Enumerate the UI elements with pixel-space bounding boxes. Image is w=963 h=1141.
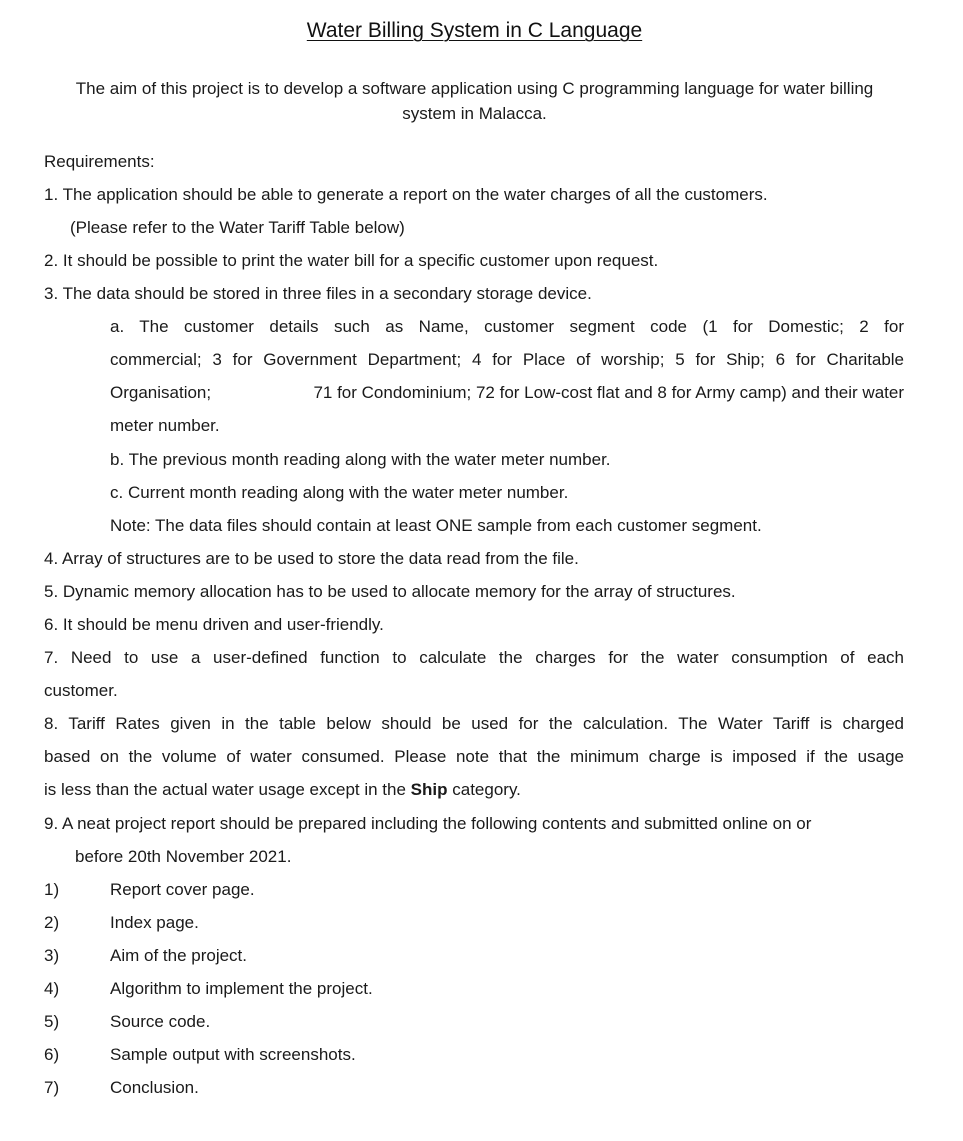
requirement-1-note: (Please refer to the Water Tariff Table below) bbox=[70, 218, 405, 237]
requirement-7-line-2: customer. bbox=[44, 681, 118, 700]
requirement-3a-line-1: a. The customer details such as Name, customer segment code (1 for Domestic; 2 for bbox=[110, 317, 904, 336]
contents-number: 7) bbox=[44, 1078, 60, 1097]
contents-item: Conclusion. bbox=[110, 1078, 199, 1097]
requirement-3: 3. The data should be stored in three files in a secondary storage device. bbox=[44, 284, 592, 303]
contents-number: 2) bbox=[44, 913, 60, 932]
requirement-2: 2. It should be possible to print the water bill for a specific customer upon request. bbox=[44, 251, 659, 270]
contents-number: 3) bbox=[44, 946, 60, 965]
requirement-9-line-2: before 20th November 2021. bbox=[75, 847, 292, 866]
requirement-8-line-3: is less than the actual water usage except in the Ship category. bbox=[44, 780, 521, 799]
requirement-3-note: Note: The data files should contain at least ONE sample from each customer segment. bbox=[110, 516, 762, 535]
requirement-4: 4. Array of structures are to be used to store the data read from the file. bbox=[44, 549, 579, 568]
contents-number: 4) bbox=[44, 979, 60, 998]
contents-number: 5) bbox=[44, 1012, 60, 1031]
requirement-3a-line-3 bbox=[110, 383, 904, 403]
requirement-1: 1. The application should be able to generate a report on the water charges of all the customers. bbox=[44, 185, 768, 204]
requirement-3b: b. The previous month reading along with the water meter number. bbox=[110, 450, 611, 469]
document-title: Water Billing System in C Language bbox=[306, 19, 643, 42]
requirement-3a-line-2: commercial; 3 for Government Department; 4 for Place of worship; 5 for Ship; 6 for Charitable bbox=[110, 350, 904, 369]
contents-number: 1) bbox=[44, 880, 60, 899]
contents-item: Index page. bbox=[110, 913, 199, 932]
requirement-6: 6. It should be menu driven and user-friendly. bbox=[44, 615, 384, 634]
requirement-3a-line-3-right: 71 for Condominium; 72 for Low-cost flat and 8 for Army camp) and their water bbox=[313, 383, 904, 402]
aim-paragraph: The aim of this project is to develop a software application using C programming language for water billing system in Malacca. bbox=[75, 79, 874, 123]
contents-item: Source code. bbox=[110, 1012, 211, 1031]
requirement-8-line-1: 8. Tariff Rates given in the table below should be used for the calculation. The Water Tariff is charged bbox=[44, 714, 904, 733]
requirement-8-line-2: based on the volume of water consumed. Please note that the minimum charge is imposed if the usage bbox=[44, 747, 904, 766]
requirement-3a-line-3-left: Organisation; bbox=[110, 383, 212, 402]
requirement-7-line-1: 7. Need to use a user-defined function to calculate the charges for the water consumption of each bbox=[44, 648, 904, 667]
contents-item: Report cover page. bbox=[110, 880, 255, 899]
requirement-9-line-1: 9. A neat project report should be prepared including the following contents and submitted online on or bbox=[44, 814, 812, 833]
ship-category-bold: Ship bbox=[410, 780, 448, 799]
requirements-heading: Requirements: bbox=[44, 152, 155, 171]
contents-number: 6) bbox=[44, 1045, 60, 1064]
requirement-3c: c. Current month reading along with the water meter number. bbox=[110, 483, 569, 502]
contents-item: Algorithm to implement the project. bbox=[110, 979, 373, 998]
requirement-3a-line-4: meter number. bbox=[110, 416, 220, 435]
requirement-5: 5. Dynamic memory allocation has to be used to allocate memory for the array of structures. bbox=[44, 582, 736, 601]
contents-item: Aim of the project. bbox=[110, 946, 248, 965]
contents-item: Sample output with screenshots. bbox=[110, 1045, 356, 1064]
